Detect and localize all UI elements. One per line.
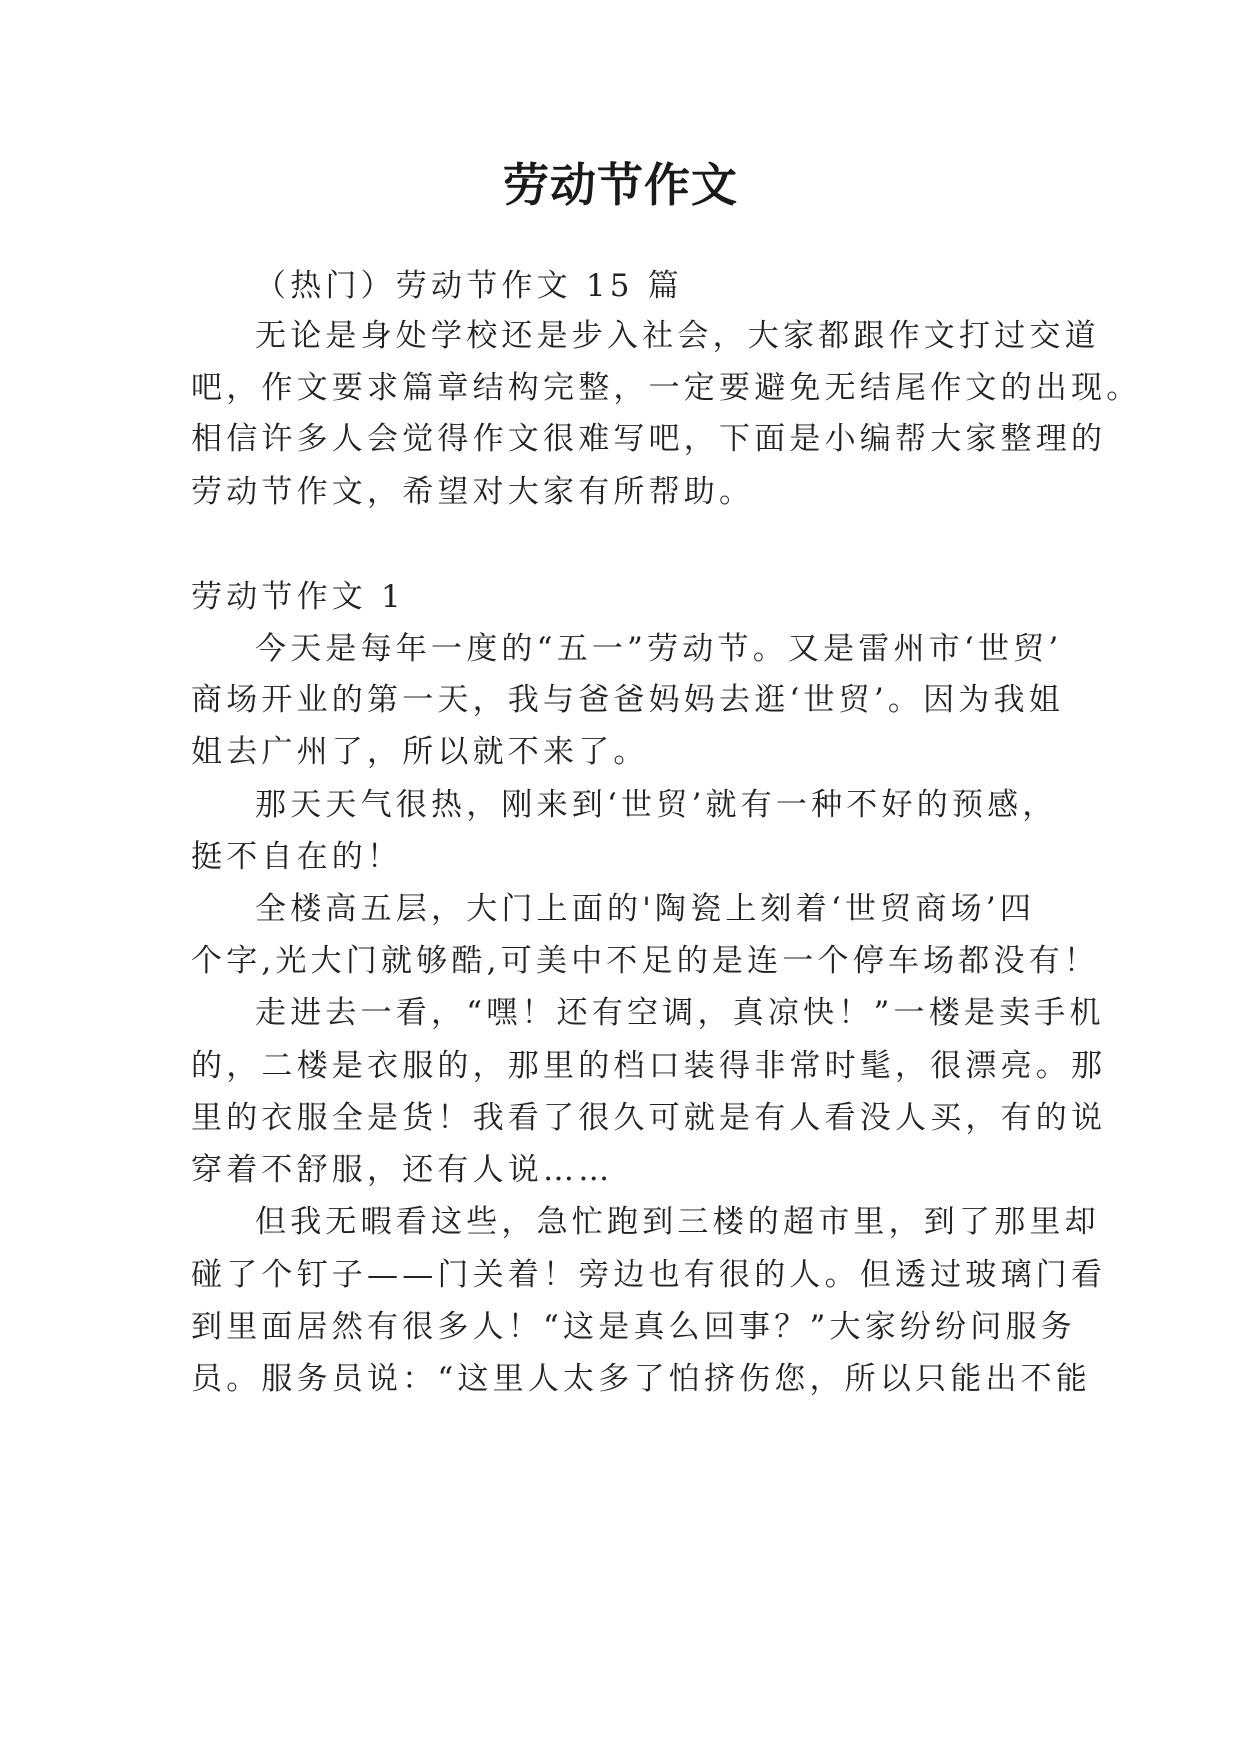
subtitle: （热门）劳动节作文 15 篇 bbox=[255, 268, 683, 304]
body-line: 那天天气很热，刚来到‘世贸’就有一种不好的预感， bbox=[255, 787, 1058, 823]
intro-line: 吧，作文要求篇章结构完整，一定要避免无结尾作文的出现。 bbox=[191, 370, 1142, 406]
body-line: 里的衣服全是货！我看了很久可就是有人看没人买，有的说 bbox=[191, 1100, 1107, 1136]
body-line: 今天是每年一度的“五一”劳动节。又是雷州市‘世贸’ bbox=[255, 631, 1063, 667]
body-line: 商场开业的第一天，我与爸爸妈妈去逛‘世贸’。因为我姐 bbox=[191, 682, 1064, 718]
body-line: 员。服务员说：“这里人太多了怕挤伤您，所以只能出不能 bbox=[191, 1361, 1092, 1397]
intro-line: 劳动节作文，希望对大家有所帮助。 bbox=[191, 474, 755, 510]
body-line: 穿着不舒服，还有人说…… bbox=[191, 1152, 614, 1188]
intro-line: 无论是身处学校还是步入社会，大家都跟作文打过交道 bbox=[255, 318, 1100, 354]
body-line: 到里面居然有很多人！“这是真么回事？”大家纷纷问服务 bbox=[191, 1309, 1076, 1345]
body-line: 姐去广州了，所以就不来了。 bbox=[191, 734, 649, 770]
body-line: 挺不自在的！ bbox=[191, 839, 403, 875]
body-line: 碰了个钉子——门关着！旁边也有很的人。但透过玻璃门看 bbox=[191, 1257, 1107, 1293]
body-line: 的，二楼是衣服的，那里的档口装得非常时髦，很漂亮。那 bbox=[191, 1048, 1107, 1084]
document-title: 劳动节作文 bbox=[503, 158, 738, 212]
body-line: 个字,光大门就够酷,可美中不足的是连一个停车场都没有！ bbox=[191, 943, 1100, 979]
body-line: 但我无暇看这些，急忙跑到三楼的超市里，到了那里却 bbox=[255, 1204, 1100, 1240]
body-line: 全楼高五层，大门上面的'陶瓷上刻着‘世贸商场’四 bbox=[255, 891, 1036, 927]
section-heading: 劳动节作文 1 bbox=[191, 579, 405, 615]
body-line: 走进去一看，“嘿！还有空调，真凉快！”一楼是卖手机 bbox=[255, 995, 1105, 1031]
intro-line: 相信许多人会觉得作文很难写吧，下面是小编帮大家整理的 bbox=[191, 421, 1107, 457]
